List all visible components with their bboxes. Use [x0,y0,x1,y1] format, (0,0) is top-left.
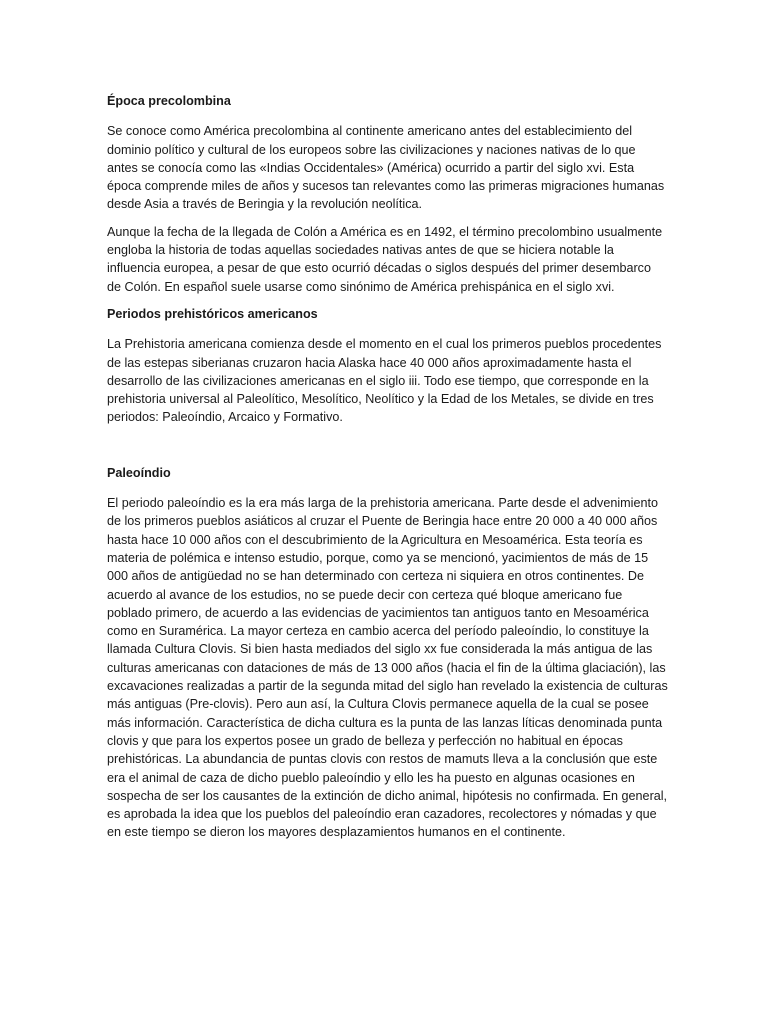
spacer [107,436,668,458]
paragraph-intro: Se conoce como América precolombina al continente americano antes del establecimiento del dominio político y cultural de los europeos sobre las civilizaciones y naciones nativas de lo que antes se conocía como las «Indias Occidentales» (América) ocurrido a partir del siglo xvi. Esta época comprende miles de años y sucesos tan relevantes como las primeras migraciones humanas desde Asia a través de Beringia y la revolución neolítica. [107,124,665,212]
section-heading-epoca-precolombina: Época precolombina [107,94,231,108]
paragraph-colon: Aunque la fecha de la llegada de Colón a América es en 1492, el término precolombino usualmente engloba la historia de todas aquellas sociedades nativas antes de que se hiciera notable la influencia europea, a pesar de que esto ocurrió décadas o siglos después del primer desembarco de Colón. En español suele usarse como sinónimo de América prehispánica en el siglo xvi. [107,224,663,294]
paragraph-paleoindio: El periodo paleoíndio es la era más larga de la prehistoria americana. Parte desde el advenimiento de los primeros pueblos asiáticos al cruzar el Puente de Beringia hace entre 20 000 a 40 000 años hasta hace 10 000 años con el descubrimiento de la Agricultura en Mesoamérica. Esta teoría es materia de polémica e intenso estudio, porque, como ya se mencionó, yacimientos de más de 15 000 años de antigüedad no se han determinado con certeza ni siquiera en otros continentes. De acuerdo al avance de los estudios, no se puede decir con certeza qué bloque americano fue poblado primero, de acuerdo a las evidencias de yacimientos tan antiguos tanto en Mesoamérica como en Suramérica. La mayor certeza en cambio acerca del período paleoíndio, lo constituye la llamada Cultura Clovis. Si bien hasta mediados del siglo xx fue considerada la más antigua de las culturas americanas con dataciones de más de 13 000 años (hacia el fin de la última glaciación), las excavaciones realizadas a partir de la segunda mitad del siglo han revelado la existencia de culturas más antiguas (Pre-clovis). Pero aun así, la Cultura Clovis permanece aquella de la cual se posee más información. Característica de dicha cultura es la punta de las lanzas líticas denominada punta clovis y que para los expertos posee un grado de belleza y perfección no habitual en épocas prehistóricas. La abundancia de puntas clovis con restos de mamuts lleva a la conclusión que este era el animal de caza de dicho pueblo paleoíndio y ello les ha puesto en algunas ocasiones en sospecha de ser los causantes de la extinción de dicho animal, hipótesis no confirmada. En general, es aprobada la idea que los pueblos del paleoíndio eran cazadores, recolectores y nómadas y que en este tiempo se dieron los mayores desplazamientos humanos en el continente. [107,496,668,840]
section-heading-periodos: Periodos prehistóricos americanos [107,306,318,321]
section-heading-paleoindio: Paleoíndio [107,465,171,480]
paragraph-prehistoria: La Prehistoria americana comienza desde el momento en el cual los primeros pueblos procedentes de las estepas siberianas cruzaron hacia Alaska hace 40 000 años aproximadamente hasta el desarrollo de las civilizaciones americanas en el siglo iii. Todo ese tiempo, que corresponde en la prehistoria universal al Paleolítico, Mesolítico, Neolítico y la Edad de los Metales, se divide en tres periodos: Paleoíndio, Arcaico y Formativo. [107,337,662,425]
